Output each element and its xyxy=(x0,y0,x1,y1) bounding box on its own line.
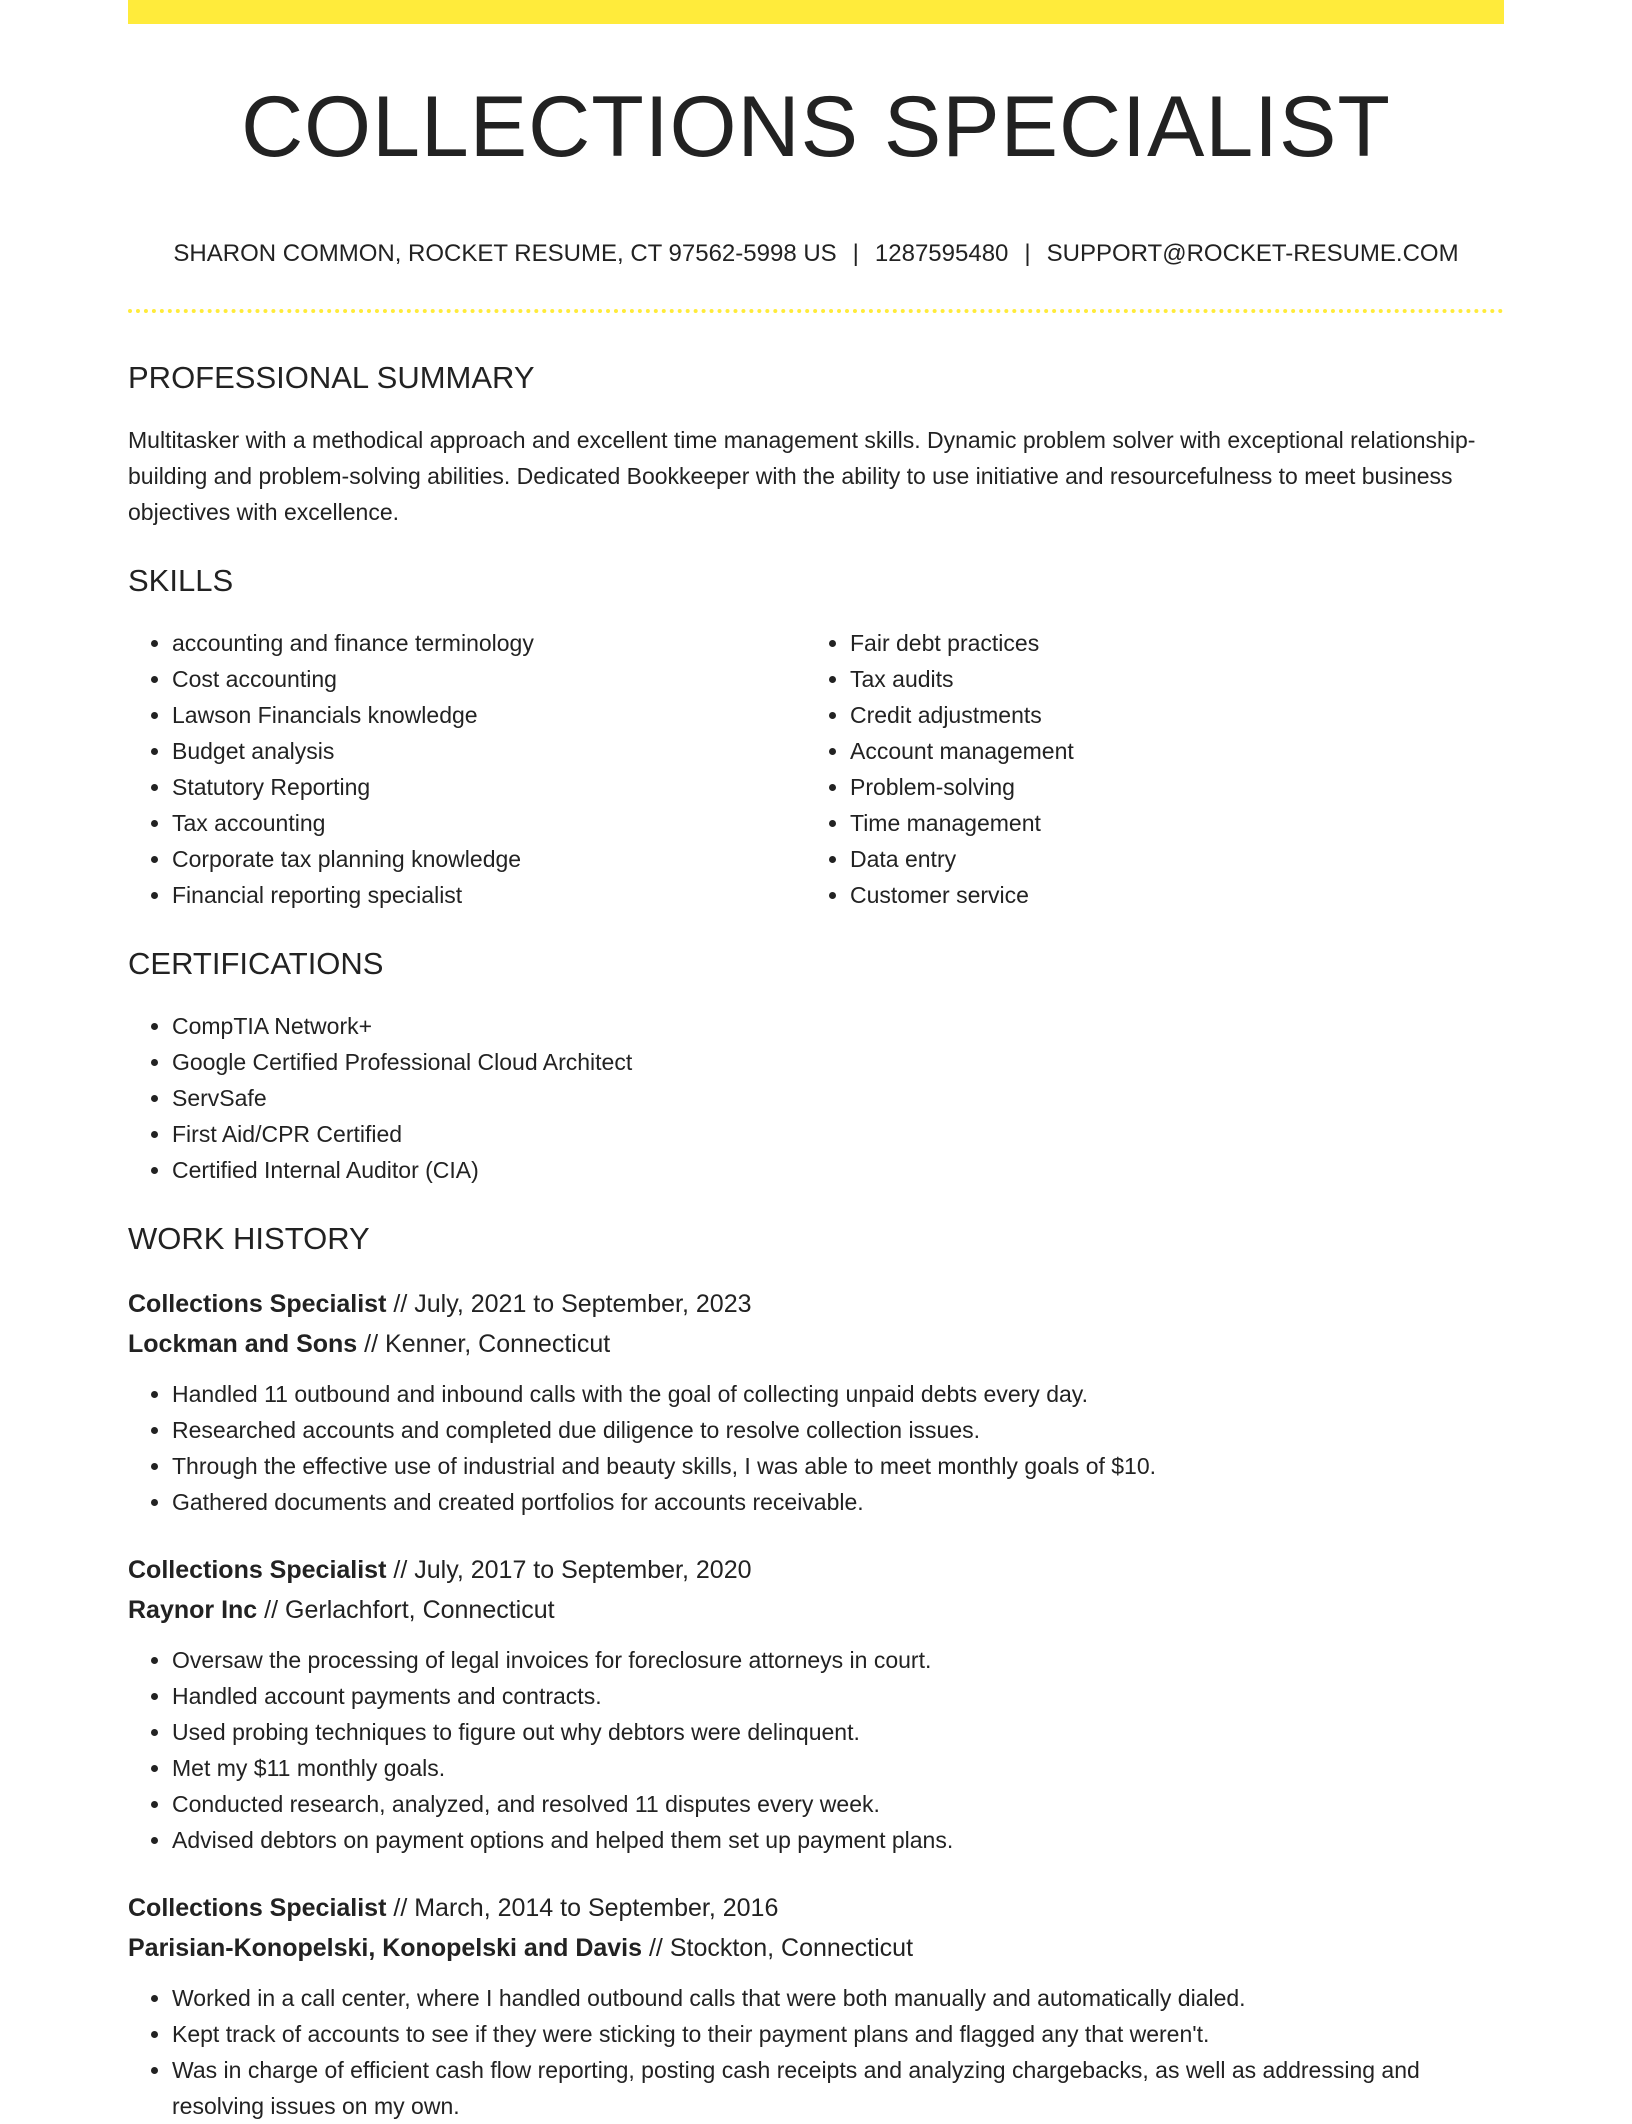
skill-item: • Data entry xyxy=(850,841,1484,877)
contact-separator: | xyxy=(1024,240,1031,267)
skill-item: • Budget analysis xyxy=(172,733,806,769)
job-company: Lockman and Sons xyxy=(128,1329,358,1358)
job-duty: • Researched accounts and completed due diligence to resolve collection issues. xyxy=(172,1412,1504,1448)
skill-item: • Time management xyxy=(850,805,1484,841)
resume-page xyxy=(128,0,1504,2124)
skills-column-right xyxy=(806,625,1484,913)
job-duty: • Through the effective use of industrial and beauty skills, I was able to meet monthly goals of $10. xyxy=(172,1448,1504,1484)
job-title: Collections Specialist xyxy=(128,1555,387,1584)
job-duty: • Met my $11 monthly goals. xyxy=(172,1750,1504,1786)
job-duty: • Was in charge of efficient cash flow reporting, posting cash receipts and analyzing chargebacks, as well as addressing and resolving issues on my own. xyxy=(172,2052,1504,2124)
contact-email: SUPPORT@ROCKET-RESUME.COM xyxy=(1046,240,1459,267)
skill-item: • Account management xyxy=(850,733,1484,769)
skills-list-left xyxy=(128,625,806,913)
job-company-line xyxy=(128,1324,1504,1364)
certification-item: • Certified Internal Auditor (CIA) xyxy=(172,1152,1504,1188)
job-title: Collections Specialist xyxy=(128,1893,387,1922)
skill-item: • Cost accounting xyxy=(172,661,806,697)
skill-item: • accounting and finance terminology xyxy=(172,625,806,661)
skill-item: • Customer service xyxy=(850,877,1484,913)
skill-item: • Problem-solving xyxy=(850,769,1484,805)
certification-item: • First Aid/CPR Certified xyxy=(172,1116,1504,1152)
job-separator: // xyxy=(364,1329,379,1358)
job-entry xyxy=(128,1550,1504,1858)
certification-item: • ServSafe xyxy=(172,1080,1504,1116)
job-dates: March, 2014 to September, 2016 xyxy=(414,1893,779,1922)
job-duty: • Gathered documents and created portfolios for accounts receivable. xyxy=(172,1484,1504,1520)
contact-separator: | xyxy=(852,240,859,267)
job-dates: July, 2017 to September, 2020 xyxy=(414,1555,752,1584)
job-separator: // xyxy=(264,1595,279,1624)
job-dates: July, 2021 to September, 2023 xyxy=(414,1289,752,1318)
accent-top-bar xyxy=(128,0,1504,24)
job-location: Stockton, Connecticut xyxy=(669,1933,914,1962)
certification-item: • Google Certified Professional Cloud Architect xyxy=(172,1044,1504,1080)
job-duties-list xyxy=(128,1980,1504,2124)
job-duty: • Kept track of accounts to see if they were sticking to their payment plans and flagged any that weren't. xyxy=(172,2016,1504,2052)
job-entry xyxy=(128,1888,1504,2124)
contact-phone: 1287595480 xyxy=(874,240,1009,267)
skill-item: • Financial reporting specialist xyxy=(172,877,806,913)
job-company-line xyxy=(128,1590,1504,1630)
job-title: Collections Specialist xyxy=(128,1289,387,1318)
job-duties-list xyxy=(128,1642,1504,1858)
job-entry xyxy=(128,1284,1504,1520)
job-duty: • Conducted research, analyzed, and resolved 11 disputes every week. xyxy=(172,1786,1504,1822)
section-heading-work-history: WORK HISTORY xyxy=(128,1221,370,1257)
resume-title: COLLECTIONS SPECIALIST xyxy=(241,79,1391,175)
skill-item: • Corporate tax planning knowledge xyxy=(172,841,806,877)
job-separator: // xyxy=(648,1933,663,1962)
contact-line xyxy=(128,240,1504,269)
job-duty: • Handled account payments and contracts. xyxy=(172,1678,1504,1714)
section-heading-certifications: CERTIFICATIONS xyxy=(128,946,384,982)
skill-item: • Fair debt practices xyxy=(850,625,1484,661)
job-company: Parisian-Konopelski, Konopelski and Davis xyxy=(128,1933,643,1962)
skill-item: • Tax audits xyxy=(850,661,1484,697)
contact-address: SHARON COMMON, ROCKET RESUME, CT 97562-5998 US xyxy=(173,240,837,267)
dotted-divider xyxy=(128,309,1504,313)
job-duty: • Handled 11 outbound and inbound calls with the goal of collecting unpaid debts every day. xyxy=(172,1376,1504,1412)
skills-column-left xyxy=(128,625,806,913)
job-title-line xyxy=(128,1888,1504,1928)
skill-item: • Lawson Financials knowledge xyxy=(172,697,806,733)
job-duty: • Advised debtors on payment options and helped them set up payment plans. xyxy=(172,1822,1504,1858)
skill-item: • Credit adjustments xyxy=(850,697,1484,733)
section-heading-skills: SKILLS xyxy=(128,562,234,598)
job-location: Kenner, Connecticut xyxy=(385,1329,611,1358)
skill-item: • Statutory Reporting xyxy=(172,769,806,805)
job-title-line xyxy=(128,1284,1504,1324)
job-company: Raynor Inc xyxy=(128,1595,258,1624)
job-location: Gerlachfort, Connecticut xyxy=(285,1595,555,1624)
skill-item: • Tax accounting xyxy=(172,805,806,841)
job-duty: • Used probing techniques to figure out why debtors were delinquent. xyxy=(172,1714,1504,1750)
job-separator: // xyxy=(393,1555,408,1584)
certifications-list xyxy=(128,1008,1504,1188)
job-duty: • Worked in a call center, where I handled outbound calls that were both manually and automatically dialed. xyxy=(172,1980,1504,2016)
job-separator: // xyxy=(393,1893,408,1922)
job-duties-list xyxy=(128,1376,1504,1520)
job-duty: • Oversaw the processing of legal invoices for foreclosure attorneys in court. xyxy=(172,1642,1504,1678)
skills-list-right xyxy=(806,625,1484,913)
job-company-line xyxy=(128,1928,1504,1968)
certification-item: • CompTIA Network+ xyxy=(172,1008,1504,1044)
skills-columns xyxy=(128,625,1504,913)
section-heading-summary: PROFESSIONAL SUMMARY xyxy=(128,359,535,395)
job-title-line xyxy=(128,1550,1504,1590)
job-separator: // xyxy=(393,1289,408,1318)
summary-text: Multitasker with a methodical approach and excellent time management skills. Dynamic problem solver with exceptional relationship-building and problem-solving abilities. Dedicated Bookkeeper with the ability to use initiative and resourcefulness to meet business objectives with excellence. xyxy=(128,426,1476,525)
